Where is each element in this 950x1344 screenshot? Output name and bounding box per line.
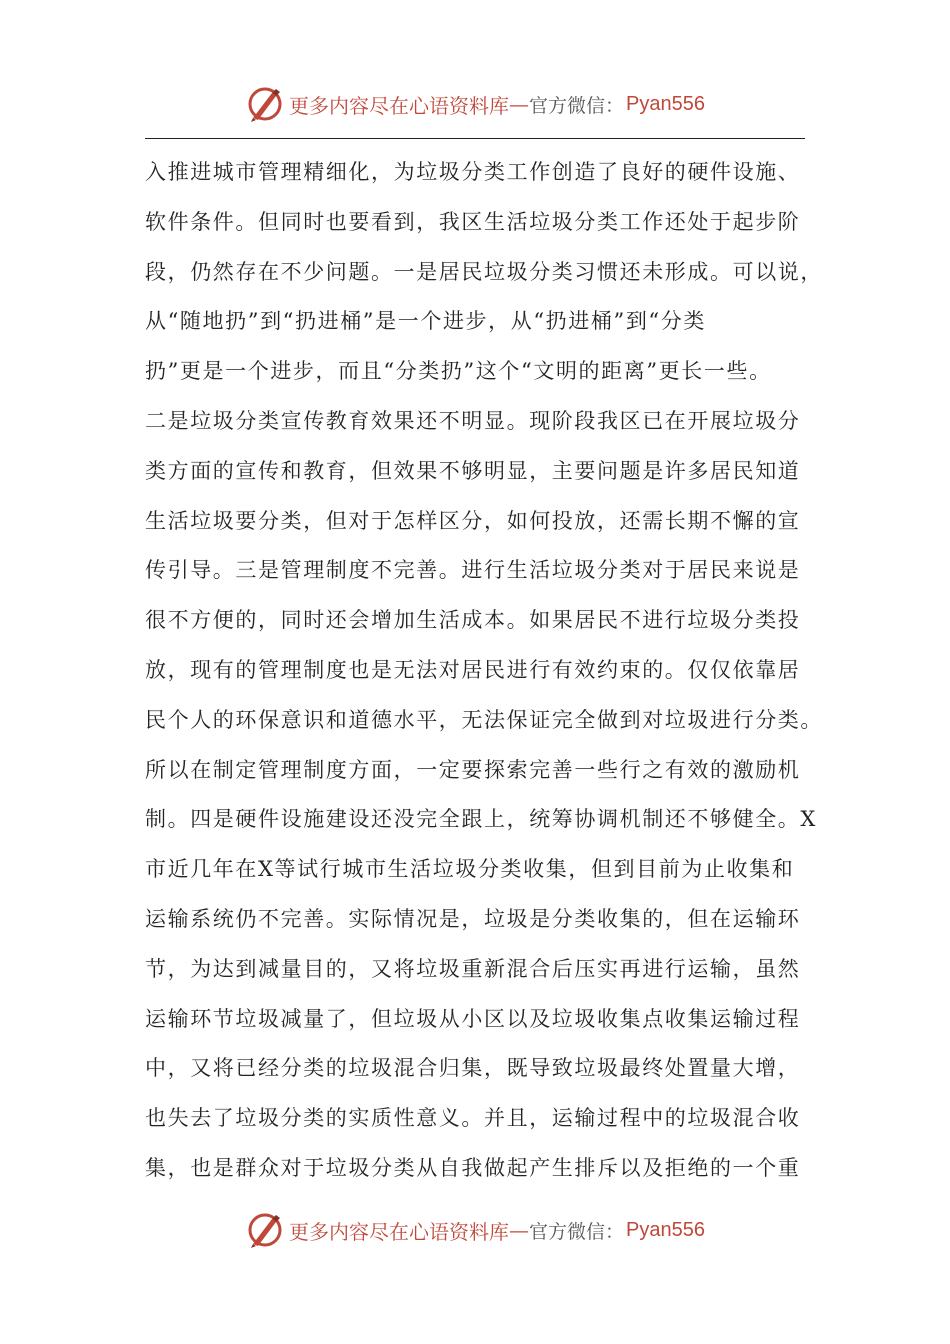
header-site-name: 更多内容尽在心语资料库 xyxy=(289,93,509,118)
footer-dash: — xyxy=(509,1218,529,1242)
pen-circle-logo-icon xyxy=(245,1210,285,1250)
footer-site-name: 更多内容尽在心语资料库 xyxy=(289,1219,509,1244)
text-line: 民个人的环保意识和道德水平，无法保证完全做到对垃圾进行分类。 xyxy=(145,707,823,732)
text-line: 入推进城市管理精细化，为垃圾分类工作创造了良好的硬件设施、 xyxy=(145,160,801,184)
pen-circle-logo-icon xyxy=(245,84,285,124)
text-line: 运输环节垃圾减量了，但垃圾从小区以及垃圾收集点收集运输过程 xyxy=(145,1006,801,1031)
text-line: 也失去了垃圾分类的实质性意义。并且，运输过程中的垃圾混合收 xyxy=(145,1106,801,1131)
text-line: 软件条件。但同时也要看到，我区生活垃圾分类工作还处于起步阶 xyxy=(145,209,801,234)
text-line: 段，仍然存在不少问题。一是居民垃圾分类习惯还未形成。可以说， xyxy=(145,259,823,284)
text-line: 扔”更是一个进步，而且“分类扔”这个“文明的距离”更长一些。 xyxy=(145,359,772,384)
text-line: 所以在制定管理制度方面，一定要探索完善一些行之有效的激励机 xyxy=(145,757,801,782)
header-wechat-id: Pyan556 xyxy=(626,92,705,115)
header-divider xyxy=(145,138,805,139)
text-line: 市近几年在X等试行城市生活垃圾分类收集，但到目前为止收集和 xyxy=(145,857,795,882)
header-wechat-label: 官方微信： xyxy=(529,94,625,117)
text-line: 很不方便的，同时还会增加生活成本。如果居民不进行垃圾分类投 xyxy=(145,608,801,633)
footer-banner xyxy=(0,1208,950,1252)
footer-wechat-label: 官方微信： xyxy=(529,1220,625,1243)
document-body xyxy=(145,148,823,1194)
text-line: 二是垃圾分类宣传教育效果还不明显。现阶段我区已在开展垃圾分 xyxy=(145,408,801,433)
text-line: 传引导。三是管理制度不完善。进行生活垃圾分类对于居民来说是 xyxy=(145,558,801,583)
text-line: 制。四是硬件设施建设还没完全跟上，统筹协调机制还不够健全。X xyxy=(145,807,817,832)
text-line: 生活垃圾要分类，但对于怎样区分，如何投放，还需长期不懈的宣 xyxy=(145,508,801,533)
text-line: 放，现有的管理制度也是无法对居民进行有效约束的。仅仅依靠居 xyxy=(145,657,801,682)
text-line: 类方面的宣传和教育，但效果不够明显，主要问题是许多居民知道 xyxy=(145,458,801,483)
footer-wechat-id: Pyan556 xyxy=(626,1218,705,1241)
header-banner xyxy=(0,82,950,126)
text-line: 运输系统仍不完善。实际情况是，垃圾是分类收集的，但在运输环 xyxy=(145,906,801,931)
text-line: 集，也是群众对于垃圾分类从自我做起产生排斥以及拒绝的一个重 xyxy=(145,1155,801,1180)
header-dash: — xyxy=(509,92,529,116)
text-line: 节，为达到减量目的，又将垃圾重新混合后压实再进行运输，虽然 xyxy=(145,956,801,981)
text-line: 中，又将已经分类的垃圾混合归集，既导致垃圾最终处置量大增， xyxy=(145,1056,801,1081)
text-line: 从“随地扔”到“扔进桶”是一个进步，从“扔进桶”到“分类 xyxy=(145,309,706,334)
